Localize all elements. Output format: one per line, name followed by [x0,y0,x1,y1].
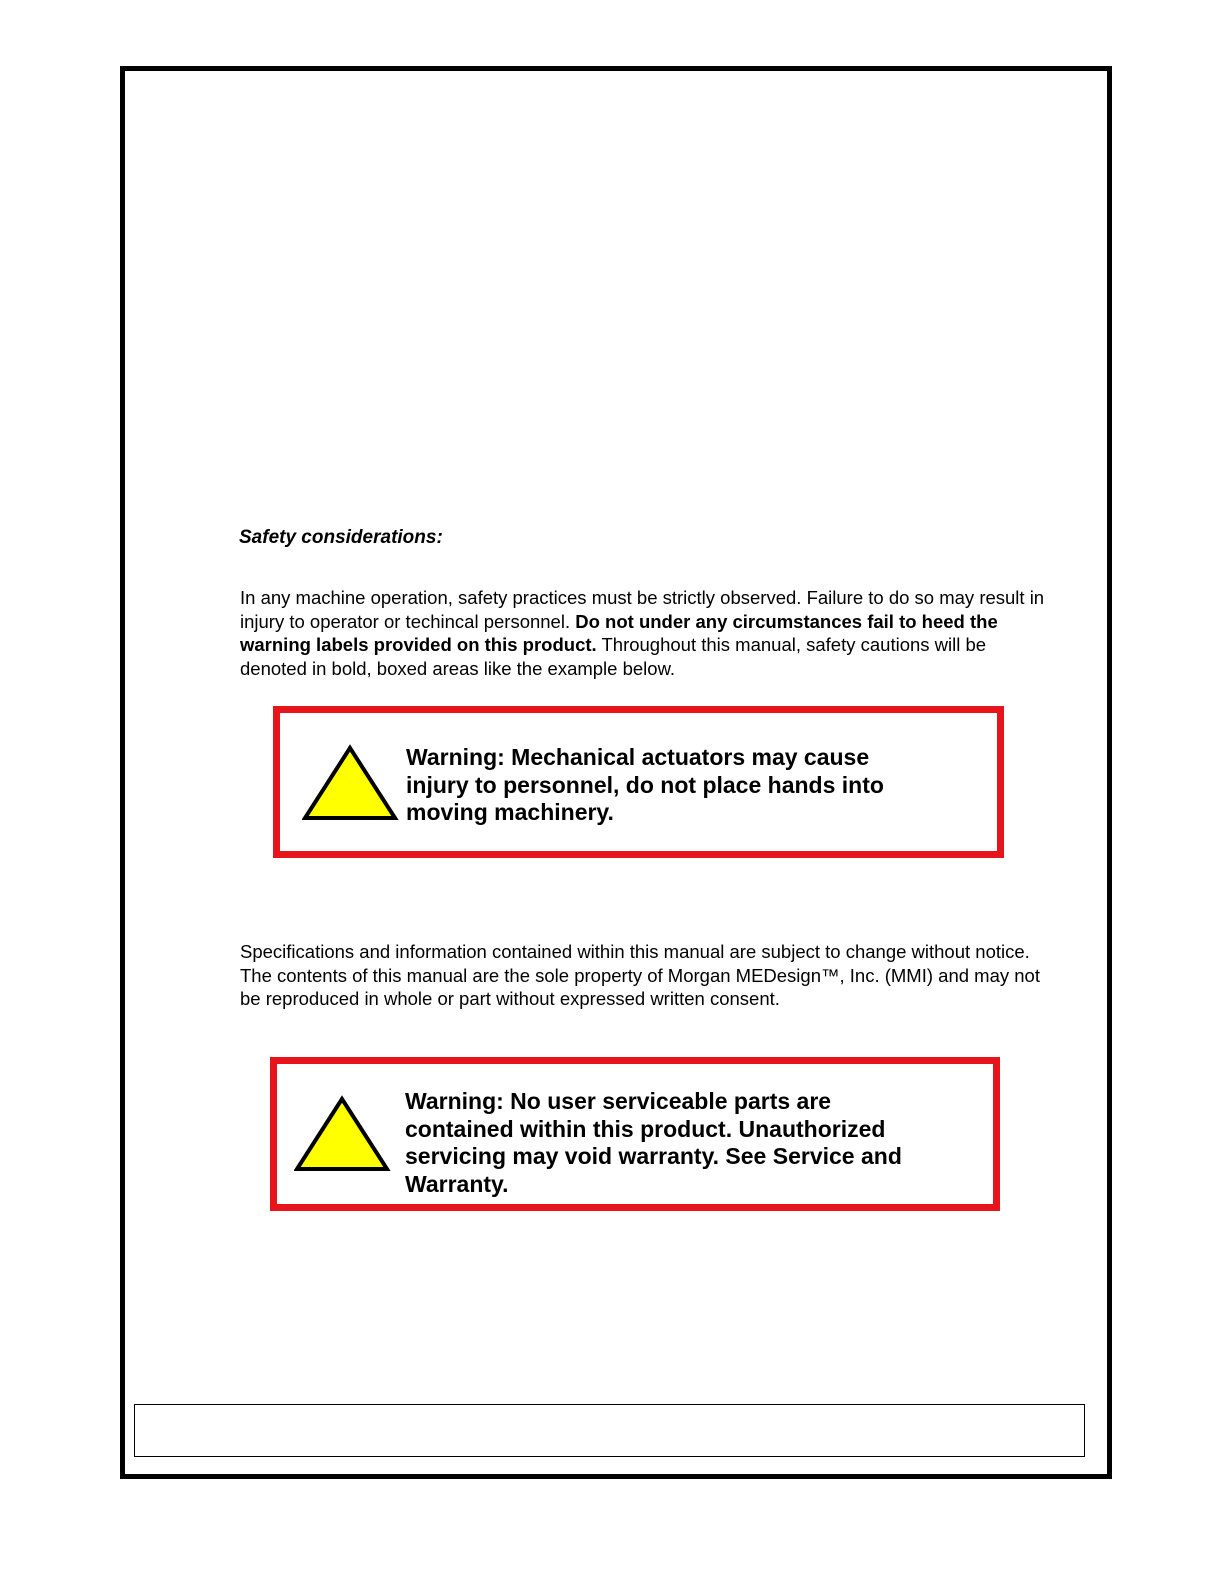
legal-notice-paragraph: Specifications and information contained within this manual are subject to change without notice. The contents of this manual are the sole property of Morgan MEDesign™, Inc. (MMI) and may not be reproduced in whole or part without expressed written consent. [240,941,1040,1009]
safety-intro-paragraph [240,586,1050,680]
intro-bold-text: Do not under any circumstances fail to heed the warning labels provided on this product. [240,610,998,655]
warning-text-actuators: Warning: Mechanical actuators may cause injury to personnel, do not place hands into moving machinery. [406,744,884,825]
intro-text-start: In any machine operation, safety practices must be strictly observed. Failure to do so may result in injury to operator or techincal personnel. [240,587,1045,632]
warning-box-actuators [273,706,1004,858]
safety-heading: Safety considerations: [239,527,443,548]
warning-triangle-icon [302,742,402,822]
warning-triangle-icon [294,1093,394,1173]
warning-box-service [270,1057,1000,1211]
intro-text-end: Throughout this manual, safety cautions will be denoted in bold, boxed areas like the example below. [240,634,987,679]
warning-text-service: Warning: No user serviceable parts are contained within this product. Unauthorized servicing may void warranty. See Service and Warranty. [405,1088,902,1197]
footer-box [134,1404,1085,1457]
